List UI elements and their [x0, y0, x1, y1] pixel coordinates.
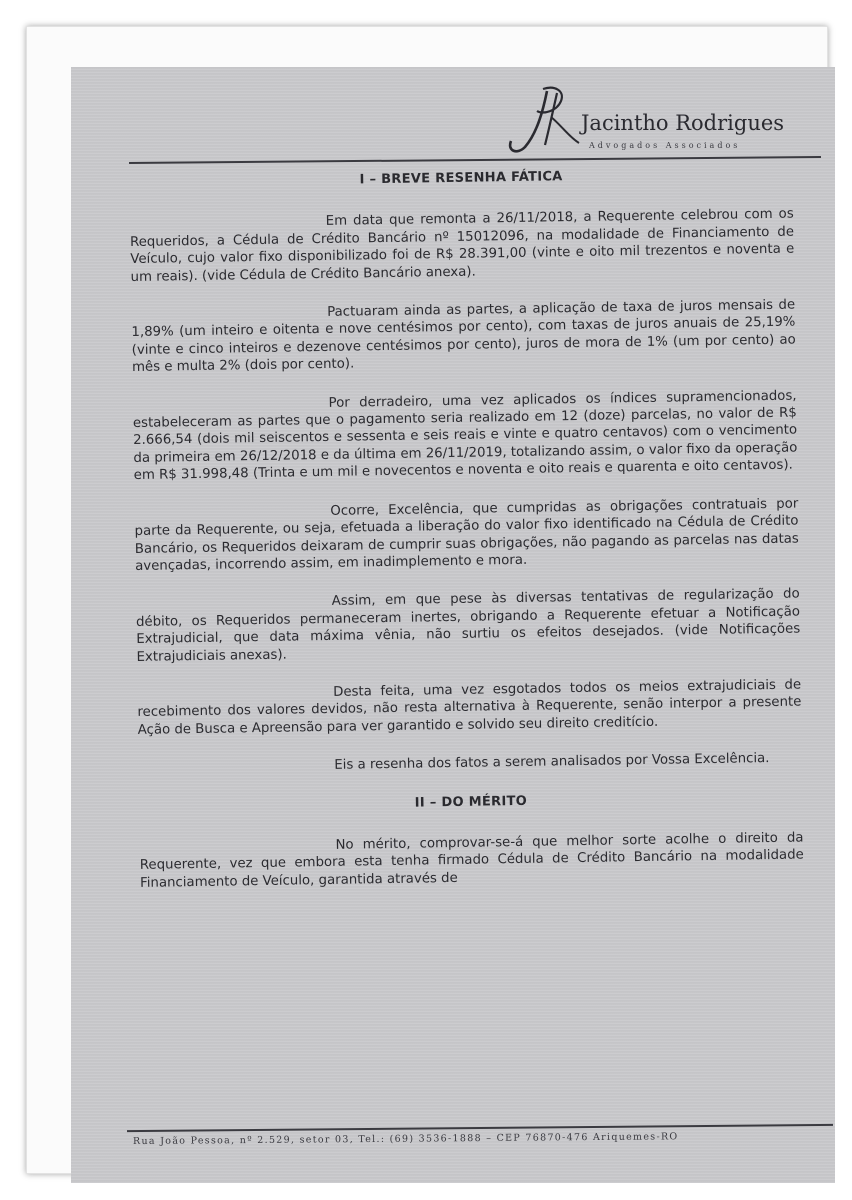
paragraph: Pactuaram ainda as partes, a aplicação de taxa de juros mensais de 1,89% (um inteiro e oitenta e nove centésimos por cento), com taxas de juros anuais de 25,19% (vinte e cinco inteiros e dezenove centésimos por cento), juros de mora de 1% (um por cento) ao mês e multa 2% (dois por cento). — [131, 297, 796, 376]
paragraph: Desta feita, uma vez esgotados todos os meios extrajudiciais de recebimento dos valores devidos, não resta alternativa à Requerente, senão interpor a presente Ação de Busca e Apreensão para ver garantido e solvido seu direito creditício. — [137, 677, 802, 738]
paragraph: No mérito, comprovar-se-á que melhor sorte acolhe o direito da Requerente, vez que embora esta tenha firmado Cédula de Crédito Bancário na modalidade Financiamento de Veículo, garantida através de — [139, 830, 804, 891]
firm-logo — [503, 81, 823, 161]
paragraph: Ocorre, Excelência, que cumpridas as obrigações contratuais por parte da Requerente, ou seja, efetuada a liberação do valor fixo identificado na Cédula de Crédito Bancário, os Requeridos deixaram de cumprir suas obrigações, não pagando as parcelas nas datas avençadas, incorrendo assim, em inadimplemento e mora. — [134, 496, 799, 574]
paragraph: Por derradeiro, uma vez aplicados os índices supramencionados, estabeleceram as partes que o pagamento seria realizado em 12 (doze) parcelas, no valor de R$ 2.666,54 (dois mil seiscentos e sessenta e seis reais e vinte e quatro centavos) com o vencimento da primeira em 26/12/2018 e da última em 26/11/2019, totalizando assim, o valor fixo da operação em R$ 31.998,48 (Trinta e um mil e novecentos e noventa e oito reais e quarenta e oito centavos). — [132, 388, 798, 484]
paragraph: Assim, em que pese às diversas tentativas de regularização do débito, os Requeridos permaneceram inertes, obrigando a Requerente efetuar a Notificação Extrajudicial, que data máxima vênia, não surtiu os efeitos desejados. (vide Notificações Extrajudiciais anexas). — [135, 586, 801, 665]
paragraph: Em data que remonta a 26/11/2018, a Requerente celebrou com os Requeridos, a Cédula de Crédito Bancário nº 15012096, na modalidade de Financiamento de Veículo, cujo valor fixo disponibilizado foi de R$ 28.391,00 (vinte e oito mil trezentos e noventa e um reais). (vide Cédula de Crédito Bancário anexa). — [129, 206, 795, 285]
firm-name: Jacintho Rodrigues — [581, 111, 785, 135]
document-body — [129, 165, 805, 914]
section-heading: II – DO MÉRITO — [414, 793, 528, 811]
document-page — [71, 67, 835, 1183]
firm-subtitle: Advogados Associados — [589, 141, 741, 150]
section-heading: I – BREVE RESENHA FÁTICA — [359, 169, 563, 188]
jr-monogram-icon — [503, 81, 583, 161]
photo-frame — [26, 26, 828, 1174]
footer-address: Rua João Pessoa, nº 2.529, setor 03, Tel.: (69) 3536-1888 – CEP 76870-476 Ariquemes-RO — [132, 1131, 679, 1148]
paragraph: Eis a resenha dos fatos a serem analisados por Vossa Excelência. — [334, 751, 770, 774]
